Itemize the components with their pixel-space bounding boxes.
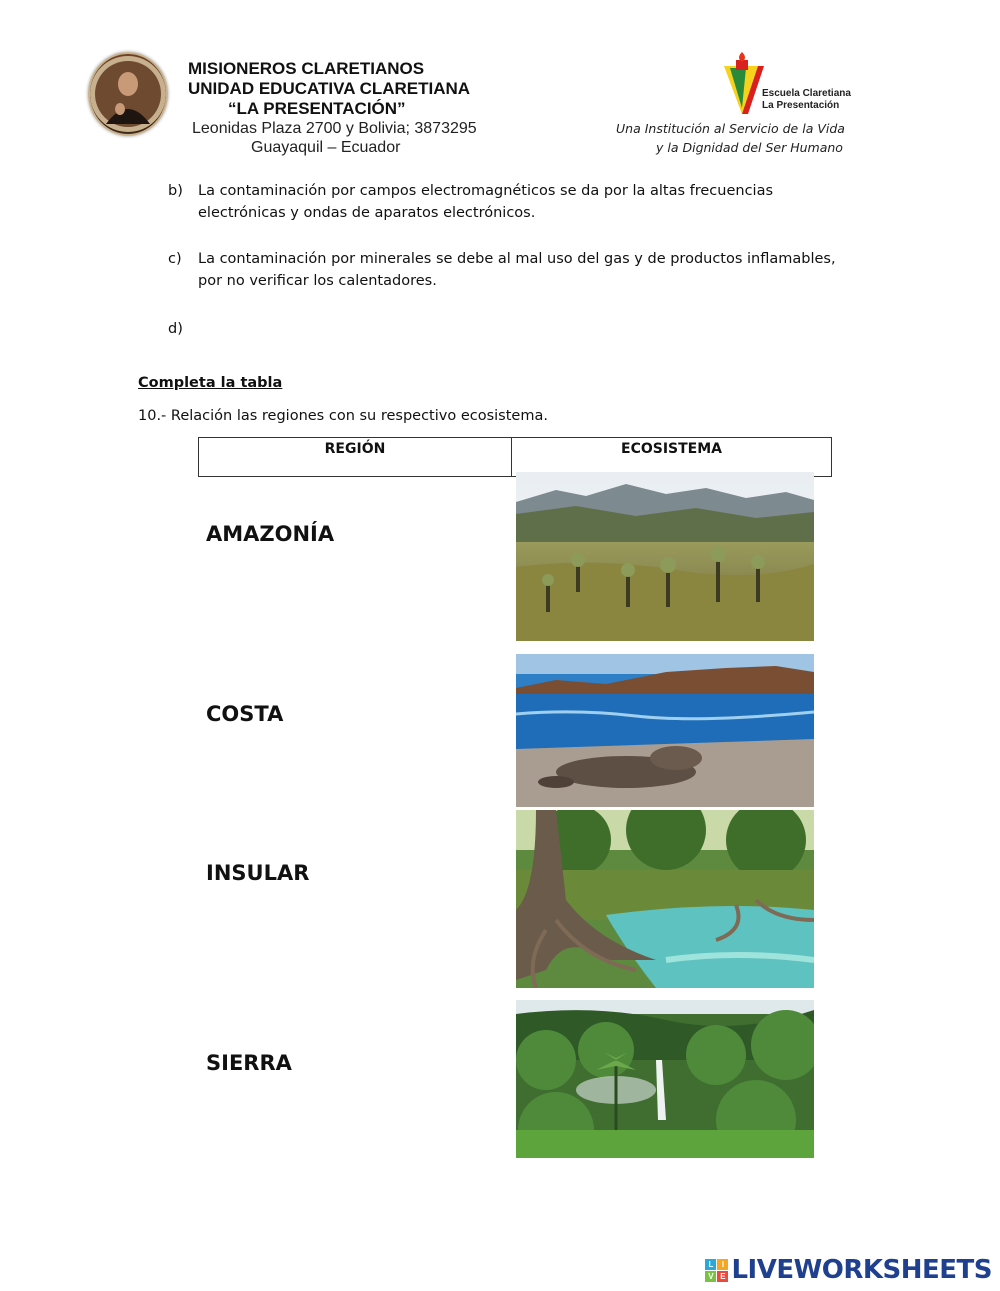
liveworksheets-brand: LIVEWORKSHEETS: [731, 1255, 992, 1285]
logo-text-2: La Presentación: [762, 100, 840, 111]
region-label-sierra[interactable]: SIERRA: [206, 1051, 292, 1075]
region-label-amazonia[interactable]: AMAZONÍA: [206, 522, 335, 546]
section-title: Completa la tabla: [138, 375, 283, 391]
col-ecosystem-header: ECOSISTEMA: [512, 438, 832, 477]
ecosystem-photo-rainforest[interactable]: [516, 1000, 814, 1158]
badge-letter-1: L: [705, 1259, 716, 1270]
item-b-text: La contaminación por campos electromagnéticos se da por la altas frecuencias electrónicas y ondas de aparatos electrónicos.: [198, 183, 774, 221]
regions-table: [198, 437, 832, 477]
ecosystem-photo-sea-lion[interactable]: [516, 654, 814, 807]
badge-letter-4: E: [717, 1271, 728, 1282]
founder-portrait: [88, 52, 168, 136]
ecosystem-photo-mangrove[interactable]: [516, 810, 814, 988]
tagline-2: y la Dignidad del Ser Humano: [656, 140, 843, 155]
item-c-text: La contaminación por minerales se debe al mal uso del gas y de productos inflamables, por no verificar los calentadores.: [198, 251, 836, 289]
badge-letter-2: I: [717, 1259, 728, 1270]
question-10: 10.- Relación las regiones con su respectivo ecosistema.: [138, 408, 548, 424]
item-c-marker: c): [168, 251, 182, 267]
header-school-name: “LA PRESENTACIÓN”: [228, 99, 406, 118]
col-region-header: REGIÓN: [199, 438, 512, 477]
ecosystem-photo-paramo[interactable]: [516, 472, 814, 641]
tagline-1: Una Institución al Servicio de la Vida: [616, 121, 845, 136]
header-address: Leonidas Plaza 2700 y Bolivia; 3873295: [192, 120, 477, 137]
header-city: Guayaquil – Ecuador: [251, 139, 401, 156]
logo-text-1: Escuela Claretiana: [762, 88, 851, 99]
school-logo: [722, 50, 862, 120]
header-school: UNIDAD EDUCATIVA CLARETIANA: [188, 79, 471, 98]
badge-letter-3: V: [705, 1271, 716, 1282]
region-label-insular[interactable]: INSULAR: [206, 861, 310, 885]
item-b-marker: b): [168, 183, 183, 199]
header-org: MISIONEROS CLARETIANOS: [188, 59, 425, 78]
item-d-marker: d): [168, 321, 183, 337]
region-label-costa[interactable]: COSTA: [206, 702, 284, 726]
liveworksheets-badge-icon: [705, 1259, 728, 1282]
item-d-answer[interactable]: [198, 318, 798, 340]
liveworksheets-logo[interactable]: [705, 1255, 992, 1285]
